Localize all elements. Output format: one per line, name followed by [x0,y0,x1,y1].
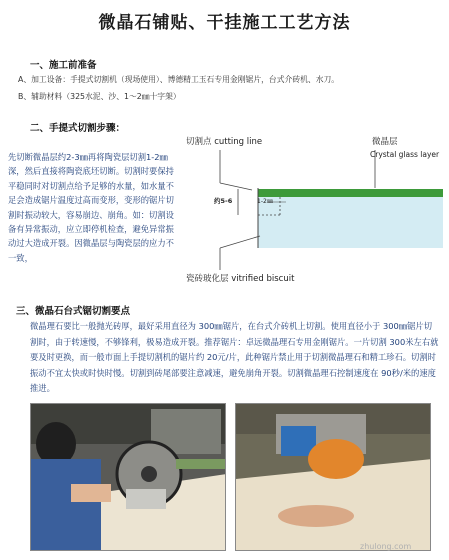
section3-heading: 三、微晶石台式锯切割要点 [16,306,131,317]
photo-right [235,403,431,551]
section2-heading: 二、手提式切割步骤： [30,123,126,134]
photo-left [30,403,226,551]
photo-table-saw-cutting-image [236,404,431,551]
section1-item-b: B、辅助材料（325水泥、沙、1～2㎜十字架） [18,92,181,101]
crystal-layer [258,189,443,197]
watermark: zhulong.com [360,542,412,551]
photo-worker-hand-saw-image [31,404,226,551]
label-crystal-cn: 微晶层 [372,137,398,147]
label-depth-2: 1-2㎜ [257,198,273,205]
biscuit-layer [258,196,443,248]
section1-item-a: A、加工设备：手提式切割机（现场使用）、博德精工玉石专用金刚锯片，台式介砖机、水刀。 [18,75,340,84]
section1-heading: 一、施工前准备 [30,60,97,71]
label-biscuit: 瓷砖玻化层 vitrified biscuit [186,274,295,284]
page-title: 微晶石铺贴、干挂施工工艺方法 [98,13,351,33]
section3-body: 微晶理石要比一般抛光砖厚，最好采用直径为 300㎜锯片，在台式介砖机上切割。使用直径小于 300㎜锯片切割时，由于转速慢，不够锋利，极易造成开裂。推荐锯片：卓远微晶理石专用金刚锯片。一片切割 300米左右就要及时更换，而一般市面上手提切割机的锯片约 20元/片，此种锯片禁止用于切割微晶理石和精工珍石。切割时振动不宜太快或时快时慢。切割到砖尾部要注意减速，避免崩角开裂。切割微晶理石控制速度在 90秒/米的速度推进。 [30,321,439,393]
label-depth-1: 约5-6 [214,197,233,205]
label-crystal-en: Crystal glass layer [370,150,440,159]
label-cutting-point: 切割点 cutting line [186,137,263,147]
section2-body: 先切断微晶层约2-3㎜再将陶瓷层切割1-2㎜深，然后直接将陶瓷底坯切断。切割时要保持平稳同时对切割点给予足够的水量，如水量不足会造成锯片温度过高而变形，变形的锯片切割时振动较大，容易崩边、崩角。如：切割设备有异常振动，应立即停机检查，避免异常振动过大造成开裂。因微晶层与陶瓷层的应力不一致， [8,152,174,263]
